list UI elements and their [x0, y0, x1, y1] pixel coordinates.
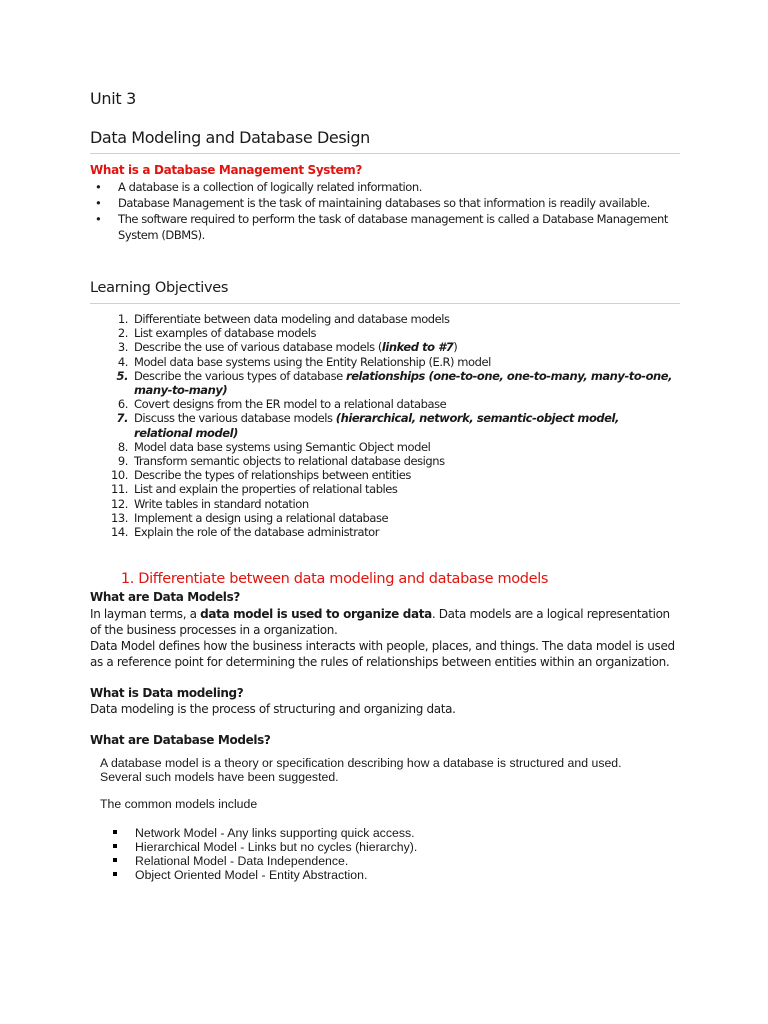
layman-paragraph: In layman terms, a data model is used to organize data. Data models are a logical representation of the business processes in a organization.: [90, 607, 670, 637]
objective-item: 10. Describe the types of relationships between entities: [111, 468, 411, 483]
title-divider: [90, 153, 680, 154]
bullet-icon: •: [95, 212, 102, 226]
objective-item: 5. Describe the various types of database relationships (one-to-one, one-to-many, many-to-one, many-to-many): [116, 368, 673, 398]
dbms-bullet-list: [90, 179, 680, 243]
data-modeling-answer: Data modeling is the process of structuring and organizing data.: [90, 702, 456, 716]
list-item: • Database Management is the task of maintaining databases so that information is readily available.: [95, 196, 650, 210]
bullet-icon: •: [95, 196, 102, 210]
objective-item: 3. Describe the use of various database models (linked to #7): [117, 340, 458, 355]
database-model-definition: A database model is a theory or specification describing how a database is structured and used. Several such models have been suggested.: [100, 756, 622, 784]
square-bullet-icon: [113, 830, 117, 834]
objective-item: 13. Implement a design using a relational database: [111, 510, 389, 525]
list-item: Network Model - Any links supporting quick access.: [90, 826, 680, 840]
models-list: [90, 826, 680, 882]
objectives-list: [90, 312, 680, 539]
objective-item: 11. List and explain the properties of relational tables: [111, 482, 398, 497]
data-models-question: What are Data Models?: [90, 590, 240, 604]
bullet-icon: •: [95, 180, 102, 194]
square-bullet-icon: [113, 858, 117, 862]
square-bullet-icon: [113, 872, 117, 876]
database-models-question: What are Database Models?: [90, 733, 271, 747]
objective-item: 4. Model data base systems using the Entity Relationship (E.R) model: [117, 354, 491, 369]
objective-item: 2. List examples of database models: [117, 326, 317, 341]
page-title: Data Modeling and Database Design: [90, 128, 370, 147]
objective-item: 9. Transform semantic objects to relational database designs: [117, 454, 445, 469]
list-item: Relational Model - Data Independence.: [90, 854, 680, 868]
objective-item: 14. Explain the role of the database administrator: [111, 525, 380, 540]
objective-item: 12. Write tables in standard notation: [111, 496, 309, 511]
data-modeling-question: What is Data modeling?: [90, 686, 244, 700]
unit-label: Unit 3: [90, 89, 137, 108]
list-item: • The software required to perform the task of database management is called a Database Management System (DBMS).: [95, 212, 668, 242]
learning-objectives-heading: Learning Objectives: [90, 280, 229, 296]
objectives-divider: [90, 303, 680, 304]
objective-item: 1. Differentiate between data modeling and database models: [117, 312, 450, 326]
objective-item: 6. Covert designs from the ER model to a relational database: [117, 397, 447, 412]
objective-item: 8. Model data base systems using Semantic Object model: [117, 439, 431, 454]
list-item: Hierarchical Model - Links but no cycles (hierarchy).: [90, 840, 680, 854]
list-item: • A database is a collection of logically related information.: [95, 180, 422, 194]
section-1-heading: 1. Differentiate between data modeling and database models: [120, 571, 549, 587]
objective-item: 7. Discuss the various database models (hierarchical, network, semantic-object model, relational model): [116, 411, 619, 440]
list-item: Object Oriented Model - Entity Abstraction.: [90, 868, 680, 882]
square-bullet-icon: [113, 844, 117, 848]
dbms-question: What is a Database Management System?: [90, 163, 363, 177]
common-models-intro: The common models include: [100, 797, 258, 811]
data-model-definition: Data Model defines how the business interacts with people, places, and things. The data model is used as a reference point for determining the rules of relationships between entities within an organization.: [90, 639, 675, 669]
